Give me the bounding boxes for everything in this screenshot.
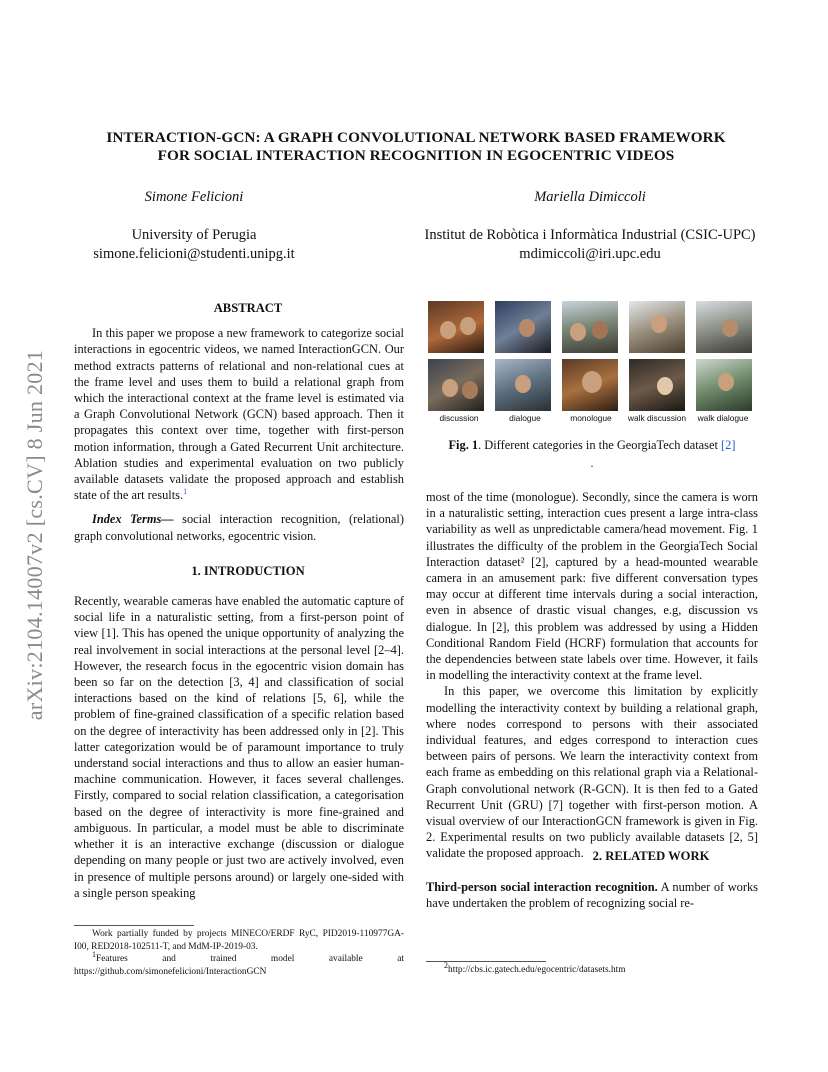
section-1-text: Recently, wearable cameras have enabled the automatic capture of social life in a naturalistic setting, from a first-person point of view [1]. This has opened the unique opportunity of analyzing the real involvement in social interactions at the personal level [2–4]. However, the research focus in the egocentric vision domain has been so far on the detection [3, 4] and classification of social interactions based on the kind of relations [5, 6], while the problem of fine-grained classification of a specific relation based on the degree of interactivity has been addressed only in [2]. This latter categorization would be of paramount importance to truly understand social interactions and thus to allow an easier human-machine communication. However, it faces several challenges. Firstly, compared to social relation classification, a categorisation based on the degree of interactivity is more fine-grained and ambiguous. In particular, a model must be able to discriminate whether it is an interactive exchange (discussion or dialogue depending on many people or just two are actively involved, even in presence of multiple persons around) or largely one-sided with a single person speaking xyxy=(74,594,404,900)
footnote-1: $^1$Features and trained model available at https://github.com/simonefelicioni/InteractionGCN xyxy=(74,949,404,977)
thumbnail-walk-dialogue-1 xyxy=(696,301,752,353)
left-column xyxy=(74,300,404,901)
arxiv-sidebar xyxy=(18,300,52,770)
index-terms-label: Index Terms— xyxy=(92,512,174,527)
label-discussion: discussion xyxy=(439,413,479,423)
author-name: Mariella Dimiccoli xyxy=(534,189,646,205)
right-footnotes xyxy=(426,960,758,977)
footnote-ref[interactable]: 1 xyxy=(183,487,188,497)
label-monologue: monologue xyxy=(570,413,612,423)
author-1 xyxy=(60,188,328,264)
author-email: mdimiccoli@iri.upc.edu xyxy=(519,246,661,262)
thumbnail-monologue-2 xyxy=(562,359,618,411)
label-dialogue: dialogue xyxy=(509,413,541,423)
title-line-2: FOR SOCIAL INTERACTION RECOGNITION IN EGOCENTRIC VIDEOS xyxy=(157,147,675,164)
author-email: simone.felicioni@studenti.unipg.it xyxy=(93,246,295,262)
label-walk-dialogue: walk dialogue xyxy=(697,413,749,423)
author-affiliation: University of Perugia xyxy=(131,227,257,243)
label-walk-discussion: walk discussion xyxy=(627,413,687,423)
arxiv-identifier: arXiv:2104.14007v2 [cs.CV] 8 Jun 2021 xyxy=(22,349,47,721)
intro-continued: most of the time (monologue). Secondly, since the camera is worn in a naturalistic setting, interaction cues present a large intra-class variability as well as unpredictable camera/head movement. Fig. 1 illustrates the difficulty of the problem in the GeorgiaTech Social Interaction dataset² [2], captured by a head-mounted wearable camera in an amusement park: five different conversation types may occur at different time intervals during a social interaction, even in absence of drastic visual changes, e.g, discussion vs dialogue. In [2], this problem was addressed by using a Hidden Conditional Random Field (HCRF) formulation that accounts for the dependencies between state labels over time. However, it fails in modelling the interactivity context at the frame level. xyxy=(426,490,758,683)
thumbnail-dialogue-1 xyxy=(495,301,551,353)
paper-title xyxy=(74,129,758,165)
abstract-heading: ABSTRACT xyxy=(213,301,283,315)
author-2 xyxy=(390,188,790,264)
thumbnail-walk-discussion-2 xyxy=(629,359,685,411)
citation-link[interactable]: [2] xyxy=(721,438,736,452)
figure-labels xyxy=(426,413,758,423)
right-column xyxy=(426,489,758,911)
section-2-text: Third-person social interaction recognition. A number of works have undertaken the problem of recognizing social re- xyxy=(426,879,758,911)
figure-caption: Fig. 1. Different categories in the GeorgiaTech dataset [2] xyxy=(448,438,736,452)
author-affiliation: Institut de Robòtica i Informàtica Industrial (CSIC-UPC) xyxy=(424,227,756,243)
footnote-divider xyxy=(74,925,194,926)
title-line-1: INTERACTION-GCN: A GRAPH CONVOLUTIONAL NETWORK BASED FRAMEWORK xyxy=(106,129,726,146)
index-terms: Index Terms— social interaction recognition, (relational) graph convolutional networks, egocentric vision. xyxy=(74,512,405,543)
left-footnotes xyxy=(74,928,404,978)
thumbnail-discussion-2 xyxy=(428,359,484,411)
figure-thumbnails xyxy=(428,301,758,411)
funding-note: Work partially funded by projects MINECO/ERDF RyC, PID2019-110977GA-I00, RED2018-102511-T, and MdM-IP-2019-03. xyxy=(74,929,404,952)
thumbnail-discussion-1 xyxy=(428,301,484,353)
intro-paragraph-2: In this paper, we overcome this limitation by explicitly modelling the interactivity context by building a relational graph, where nodes correspond to persons with their associated individual features, and edges correspond to interaction cues between pairs of persons. We learn the interactivity context from each frame as embedding on this relational graph via a Relational-Graph convolutional network (R-GCN). It is then fed to a Gated Recurrent Unit (GRU) [7] together with first-person motion. A visual overview of our InteractionGCN framework is given in Fig. 2. Experimental results on two publicly available datasets [2, 5] validate the proposed approach. xyxy=(426,684,758,861)
thumbnail-walk-discussion-1 xyxy=(629,301,685,353)
figure-1 xyxy=(426,301,758,469)
caption-dot: . xyxy=(590,456,594,470)
author-name: Simone Felicioni xyxy=(144,189,244,205)
section-2-heading: 2. RELATED WORK xyxy=(592,848,710,863)
section-1-heading: 1. INTRODUCTION xyxy=(191,563,305,578)
thumbnail-walk-dialogue-2 xyxy=(696,359,752,411)
footnote-2: $^2$http://cbs.ic.gatech.edu/egocentric/datasets.htm xyxy=(444,960,626,975)
thumbnail-dialogue-2 xyxy=(495,359,551,411)
abstract-text: In this paper we propose a new framework to categorize social interactions in egocentric videos, we named InteractionGCN. Our method extracts patterns of relational and non-relational cues at the frame level and uses them to build a relational graph from which the interactional context at the frame level is estimated via a Graph Convolutional Network (GCN) based approach. Then it propagates this context over time, together with first-person motion information, through a Gated Recurrent Unit architecture. Ablation studies and experimental evaluation on two publicly available datasets validate the proposed approach and establish state of the art results.$^1$ xyxy=(74,326,404,503)
thumbnail-monologue-1 xyxy=(562,301,618,353)
